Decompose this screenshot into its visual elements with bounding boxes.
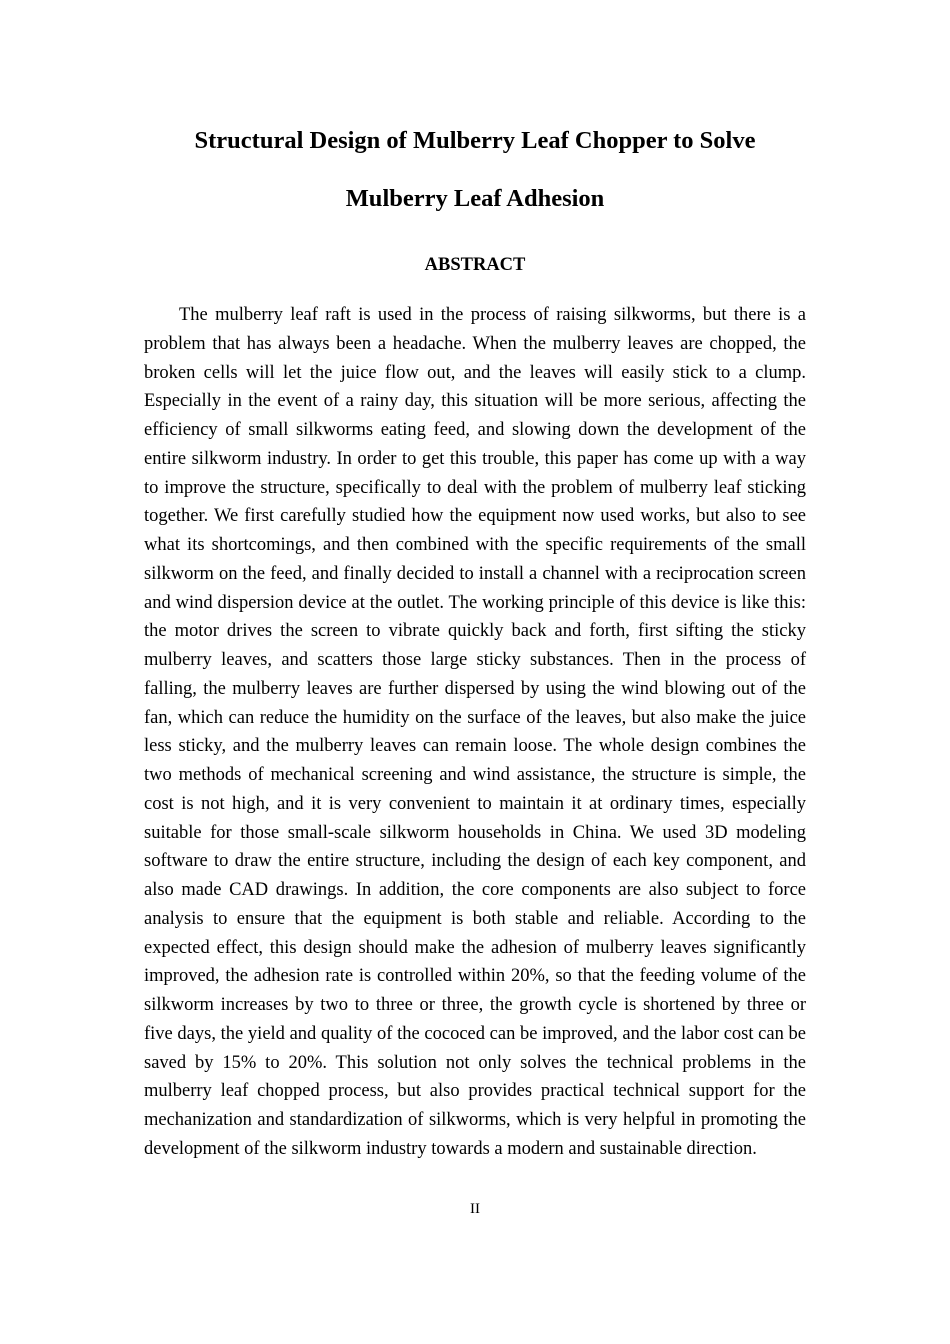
paper-title-line-2: Mulberry Leaf Adhesion (345, 185, 605, 212)
page-number: II (470, 1201, 480, 1217)
abstract-body: The mulberry leaf raft is used in the process of raising silkworms, but there is a problem that has always been a headache. When the mulberry leaves are chopped, the broken cells will let the juice flow out, and the leaves will easily stick to a clump. Especially in the event of a rainy day, this situation will be more serious, affecting the efficiency of small silkworms eating feed, and slowing down the development of the entire silkworm industry. In order to get this trouble, this paper has come up with a way to improve the structure, specifically to deal with the problem of mulberry leaf sticking together. We first carefully studied how the equipment now used works, but also to see what its shortcomings, and then combined with the specific requirements of the small silkworm on the feed, and finally decided to install a channel with a reciprocation screen and wind dispersion device at the outlet. The working principle of this device is like this: the motor drives the screen to vibrate quickly back and forth, first sifting the sticky mulberry leaves, and scatters those large sticky substances. Then in the process of falling, the mulberry leaves are further dispersed by using the wind blowing out of the fan, which can reduce the humidity on the surface of the leaves, but also make the juice less sticky, and the mulberry leaves can remain loose. The whole design combines the two methods of mechanical screening and wind assistance, the structure is simple, the cost is not high, and it is very convenient to maintain it at ordinary times, especially suitable for those small-scale silkworm households in China. We used 3D modeling software to draw the entire structure, including the design of each key component, and also made CAD drawings. In addition, the core components are also subject to force analysis to ensure that the equipment is both stable and reliable. According to the expected effect, this design should make the adhesion of mulberry leaves significantly improved, the adhesion rate is controlled within 20%, so that the feeding volume of the silkworm increases by two to three or three, the growth cycle is shortened by three or five days, the yield and quality of the cococed can be improved, and the labor cost can be saved by 15% to 20%. This solution not only solves the technical problems in the mulberry leaf chopped process, but also provides practical technical support for the mechanization and standardization of silkworms, which is very helpful in promoting the development of the silkworm industry towards a modern and sustainable direction. (144, 305, 806, 1159)
abstract-heading: ABSTRACT (424, 255, 526, 275)
paper-title-line-1: Structural Design of Mulberry Leaf Chopper to Solve (194, 127, 756, 154)
